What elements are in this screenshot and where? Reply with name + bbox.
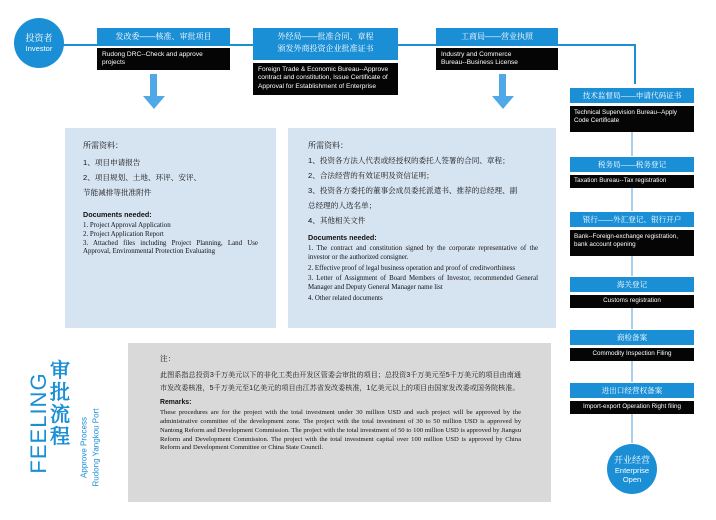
docs-right-en-item: 2. Effective proof of legal business operation and proof of creditworthiness: [308, 264, 516, 272]
right-step-head: 税务局——税务登记: [570, 157, 694, 172]
right-step-desc: Import-export Operation Right filing: [570, 401, 694, 414]
investor-en: Investor: [25, 44, 53, 53]
step-commerce-head-text: 工商局——营业执照: [461, 32, 533, 41]
docs-right-cn-item: 总经理的人选名单；: [308, 201, 377, 210]
docs-left-cn-item: 2、项目规划、土地、环评、安评、: [83, 173, 202, 182]
side-en-line2: Rudong Yangkou Port: [91, 408, 101, 487]
right-step-desc: Taxation Bureau--Tax registration: [570, 175, 694, 188]
top-flow-drop-line: [634, 44, 636, 84]
right-step-head: 银行——外汇登记、银行开户: [570, 212, 694, 227]
arrow-right-head: [492, 96, 514, 109]
docs-left-en-item: 1. Project Approval Application: [83, 222, 171, 229]
docs-left-cn-item: 1、项目申请报告: [83, 158, 141, 167]
step-commerce-desc-line2: Bureau--Business License: [441, 59, 518, 67]
step-commerce-desc-line1: Industry and Commerce: [441, 51, 512, 58]
remarks-title: Remarks:: [160, 399, 192, 407]
right-step-desc: Customs registration: [570, 295, 694, 308]
arrow-left-head: [143, 96, 165, 109]
docs-left-en-title: Documents needed:: [83, 210, 152, 219]
docs-right-cn-item: 4、其他相关文件: [308, 216, 366, 225]
right-connector: [631, 307, 633, 329]
side-feeling: [26, 352, 51, 502]
step-drc-desc: [97, 48, 230, 70]
docs-right-en-item: 4. Other related documents: [308, 294, 383, 302]
investor-cn: 投资者: [25, 33, 53, 43]
right-step-inspection: [570, 330, 694, 361]
right-connector: [631, 187, 633, 211]
right-step-desc: Commodity Inspection Filing: [570, 348, 694, 361]
step-commerce-desc: [436, 48, 558, 70]
investor-node: [14, 18, 64, 68]
step-trade-desc: [253, 63, 398, 95]
side-en-block: [76, 400, 106, 500]
docs-right-panel: [288, 128, 556, 328]
note-box: [128, 343, 551, 502]
docs-left-cn-item: 节能减排等批准附件: [83, 188, 152, 197]
end-en2: Open: [622, 474, 642, 484]
side-feeling-text: FEELING: [26, 372, 51, 474]
right-step-tax: [570, 157, 694, 188]
right-step-desc: Bank--Foreign-exchange registration, bank account opening: [570, 230, 694, 256]
docs-right-en-item: 1. The contract and constitution signed by the corporate representative of the investor or the authorized consigner.: [308, 245, 538, 261]
step-commerce-head: [436, 28, 558, 45]
docs-right-cn-item: 2、合法经营的有效证明及资信证明；: [308, 171, 434, 180]
right-step-head: 海关登记: [570, 277, 694, 292]
right-step-head: 进出口经营权备案: [570, 383, 694, 398]
remarks-body: These procedures are for the project with the total investment under 30 million USD and such project will be approved by the administrative committee of the development zone. The project with the total investment of 30 to 50 million USD is approved by Nantong Reform and Development Commission. The project with the total investment of 50 to 100 million USD is approved by Jiangsu Reform and Development Commission. The project with the total investment capital over 100 million USD is approved by China Reform and Development Committee or China State Council.: [160, 409, 521, 452]
arrow-right-shaft: [499, 74, 506, 96]
docs-left-en-item: 2. Project Application Report: [83, 230, 164, 238]
docs-right-en-title: Documents needed:: [308, 233, 377, 242]
docs-right-cn-item: 1、投资各方法人代表或经授权的委托人签署的合同、章程；: [308, 156, 510, 165]
right-step-head: 技术监督局——申请代码证书: [570, 88, 694, 103]
docs-left-en-item: 3. Attached files including Project Planning, Land Use Approval, Environmental Protection Evaluating: [83, 239, 258, 256]
right-step-customs: [570, 277, 694, 308]
note-title: 注：: [160, 354, 176, 363]
step-trade-desc-text: Foreign Trade & Economic Bureau--Approve contract and constitution, Issue Certificate of Approval for Establishment of Enterprise: [258, 66, 389, 90]
docs-right-cn-title: 所需资料：: [308, 141, 348, 150]
right-step-bank: [570, 212, 694, 256]
enterprise-open-node: [607, 444, 657, 494]
docs-left-cn-title: 所需资料：: [83, 141, 123, 150]
docs-left-panel: [65, 128, 276, 328]
side-title-cn: 审批流程: [50, 360, 70, 448]
step-trade-head-line2: 颁发外商投资企业批准证书: [277, 44, 374, 53]
end-en1: Enterprise: [614, 465, 650, 475]
right-step-import-export: [570, 383, 694, 414]
step-drc-head-text: 发改委——核准、审批项目: [115, 32, 212, 41]
end-cn: 开业经营: [613, 454, 650, 465]
right-step-desc: Technical Supervision Bureau--Apply Code Certificate: [570, 106, 694, 132]
right-connector: [631, 132, 633, 156]
right-connector: [631, 360, 633, 382]
step-drc-head: [97, 28, 230, 45]
side-en-line1: Approve Process: [79, 417, 89, 478]
step-trade-head-line1: 外经局——批准合同、章程: [277, 32, 374, 41]
step-trade-head: [253, 28, 398, 60]
docs-right-en-item: 3. Letter of Assignment of Board Members of Investor, recommended General Manager and Deputy General Manager name list: [308, 275, 538, 292]
step-drc-desc-text: Rudong DRC--Check and approve projects: [102, 51, 203, 67]
arrow-left-shaft: [150, 74, 157, 96]
right-connector: [631, 413, 633, 443]
right-step-head: 商检备案: [570, 330, 694, 345]
note-body: 此图系指总投资3千万美元以下的非化工类由开发区管委会审批的项目；总投资3千万美元至5千万美元的项目由南通市发改委核准，5千万美元至1亿美元的项目由江苏省发改委核准，1亿美元以上的项目由国家发改委或国务院核准。: [160, 371, 521, 392]
right-connector: [631, 256, 633, 276]
docs-right-cn-item: 3、投资各方委托的董事会成员委托派遣书、推荐的总经理、副: [308, 186, 518, 195]
right-step-tech: [570, 88, 694, 132]
